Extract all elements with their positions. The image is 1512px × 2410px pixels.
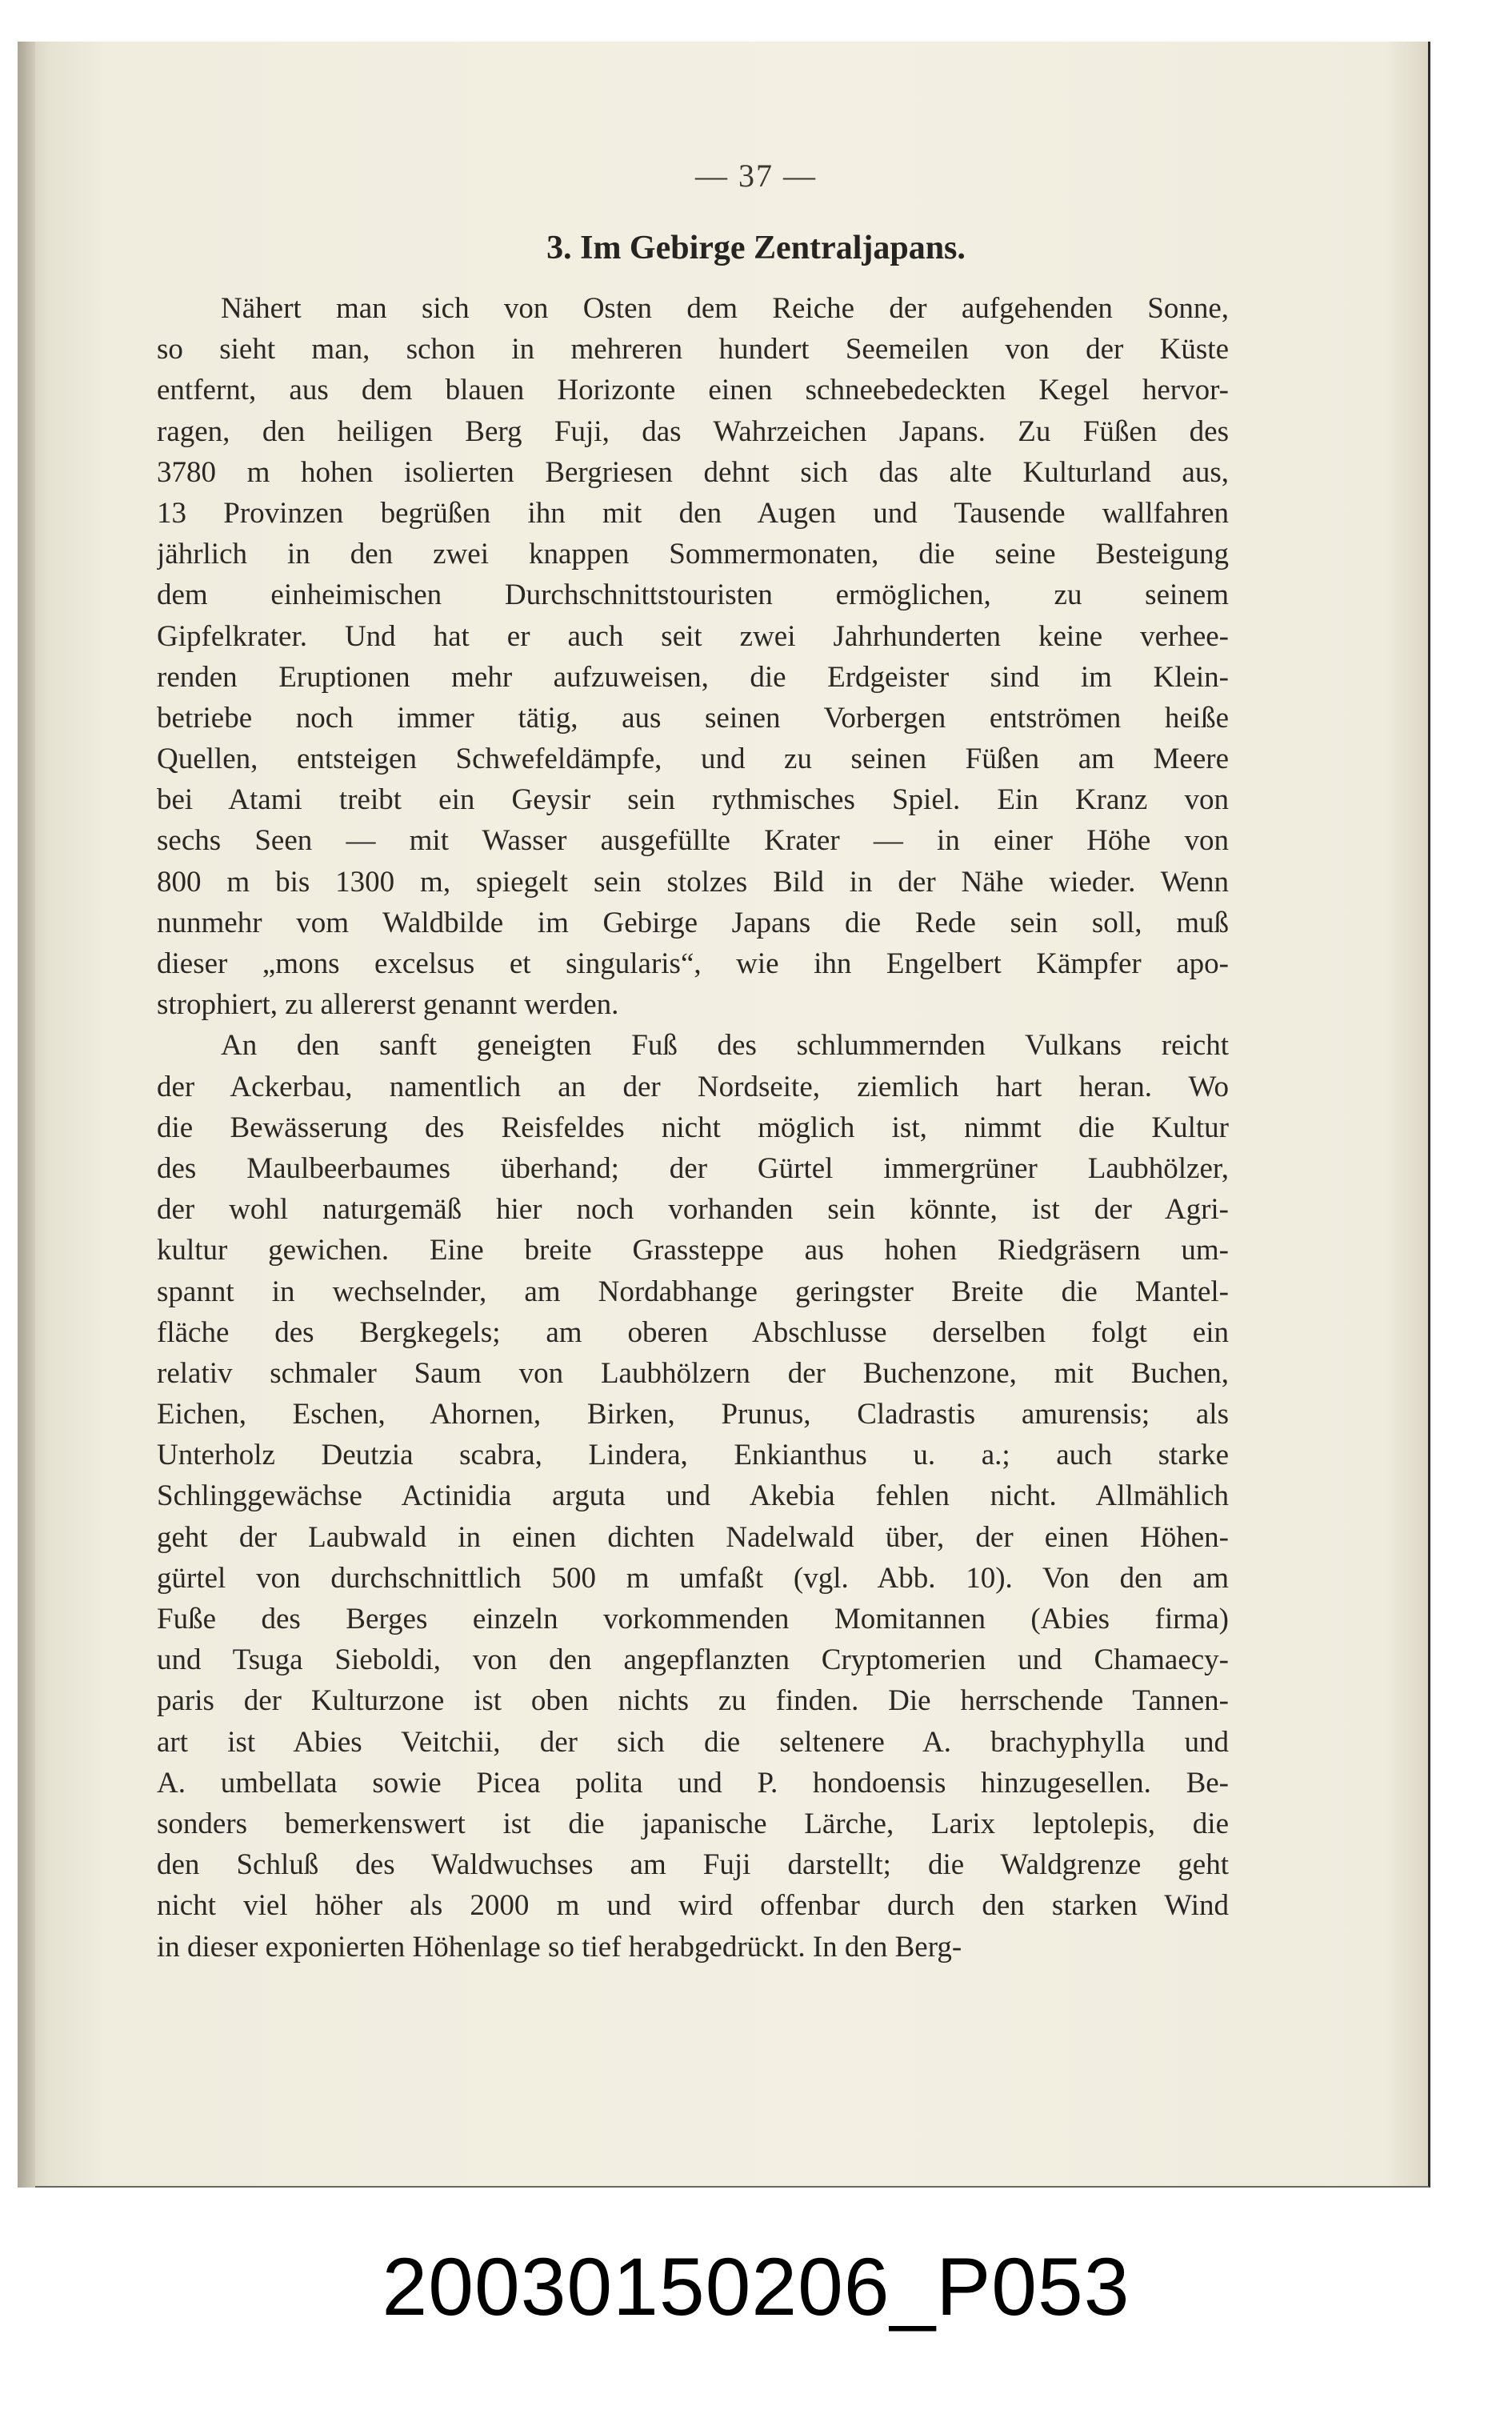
- text-line: den Schluß des Waldwuchses am Fuji darstellt; die Waldgrenze geht: [157, 1848, 1229, 1882]
- text-line: und Tsuga Sieboldi, von den angepflanzten Cryptomerien und Chamaecy-: [157, 1643, 1229, 1677]
- text-line: Fuße des Berges einzeln vorkommenden Momitannen (Abies firma): [157, 1603, 1229, 1635]
- text-line: kultur gewichen. Eine breite Grassteppe aus hohen Riedgräsern um-: [157, 1234, 1229, 1267]
- text-line: nicht viel höher als 2000 m und wird offenbar durch den starken Wind: [157, 1889, 1229, 1923]
- text-line: Eichen, Eschen, Ahornen, Birken, Prunus, Cladrastis amurensis; als: [157, 1398, 1229, 1431]
- page-number: — 37 —: [695, 158, 817, 194]
- text-line: Nähert man sich von Osten dem Reiche der aufgehenden Sonne,: [221, 292, 1229, 325]
- text-line: fläche des Bergkegels; am oberen Abschlusse derselben folgt ein: [157, 1315, 1229, 1349]
- section-heading: 3. Im Gebirge Zentraljapans.: [546, 230, 966, 266]
- paragraph: [157, 288, 1229, 1025]
- text-line: spannt in wechselnder, am Nordabhange geringster Breite die Mantel-: [157, 1275, 1229, 1308]
- text-line: A. umbellata sowie Picea polita und P. hondoensis hinzugesellen. Be-: [157, 1766, 1229, 1799]
- text-line: der Ackerbau, namentlich an der Nordseite, ziemlich hart heran. Wo: [157, 1070, 1229, 1103]
- text-line: dem einheimischen Durchschnittstouristen ermöglichen, zu seinem: [157, 578, 1229, 612]
- text-line: art ist Abies Veitchii, der sich die seltenere A. brachyphylla und: [157, 1725, 1229, 1759]
- text-line: 13 Provinzen begrüßen ihn mit den Augen und Tausende wallfahren: [157, 496, 1229, 530]
- text-line: renden Eruptionen mehr aufzuweisen, die Erdgeister sind im Klein-: [157, 660, 1229, 694]
- text-line: der wohl naturgemäß hier noch vorhanden sein könnte, ist der Agri-: [157, 1193, 1229, 1227]
- text-line: so sieht man, schon in mehreren hundert Seemeilen von der Küste: [157, 333, 1229, 366]
- text-line: bei Atami treibt ein Geysir sein rythmisches Spiel. Ein Kranz von: [157, 783, 1229, 817]
- body-text: [157, 288, 1229, 1968]
- text-line: Quellen, entsteigen Schwefeldämpfe, und zu seinen Füßen am Meere: [157, 743, 1229, 776]
- text-line: paris der Kulturzone ist oben nichts zu finden. Die herrschende Tannen-: [157, 1684, 1229, 1718]
- text-line: strophiert, zu allererst genannt werden.: [157, 988, 619, 1022]
- text-line: die Bewässerung des Reisfeldes nicht möglich ist, nimmt die Kultur: [157, 1111, 1229, 1144]
- text-line: gürtel von durchschnittlich 500 m umfaßt (vgl. Abb. 10). Von den am: [157, 1561, 1229, 1595]
- paragraph: [157, 1025, 1229, 1967]
- text-line: betriebe noch immer tätig, aus seinen Vorbergen entströmen heiße: [157, 701, 1229, 735]
- page-gutter-shadow: [18, 42, 35, 2188]
- text-line: nunmehr vom Waldbilde im Gebirge Japans die Rede sein soll, muß: [157, 906, 1229, 939]
- text-line: relativ schmaler Saum von Laubhölzern der Buchenzone, mit Buchen,: [157, 1356, 1229, 1390]
- text-line: ragen, den heiligen Berg Fuji, das Wahrzeichen Japans. Zu Füßen des: [157, 414, 1229, 448]
- text-line: des Maulbeerbaumes überhand; der Gürtel immergrüner Laubhölzer,: [157, 1151, 1229, 1185]
- text-line: Gipfelkrater. Und hat er auch seit zwei Jahrhunderten keine verhee-: [157, 619, 1229, 653]
- text-line: entfernt, aus dem blauen Horizonte einen schneebedeckten Kegel hervor-: [157, 374, 1229, 407]
- text-line: dieser „mons excelsus et singularis“, wie ihn Engelbert Kämpfer apo-: [157, 947, 1229, 980]
- text-line: in dieser exponierten Höhenlage so tief herabgedrückt. In den Berg-: [157, 1930, 962, 1964]
- text-line: An den sanft geneigten Fuß des schlummernden Vulkans reicht: [221, 1029, 1229, 1063]
- text-line: Unterholz Deutzia scabra, Lindera, Enkianthus u. a.; auch starke: [157, 1439, 1229, 1472]
- text-line: jährlich in den zwei knappen Sommermonaten, die seine Besteigung: [157, 538, 1229, 571]
- text-line: 800 m bis 1300 m, spiegelt sein stolzes Bild in der Nähe wieder. Wenn: [157, 865, 1229, 899]
- text-line: sechs Seen — mit Wasser ausgefüllte Krater — in einer Höhe von: [157, 824, 1229, 858]
- text-line: Schlinggewächse Actinidia arguta und Akebia fehlen nicht. Allmählich: [157, 1479, 1229, 1513]
- image-id-caption: 20030150206_P053: [382, 2241, 1130, 2332]
- text-line: geht der Laubwald in einen dichten Nadelwald über, der einen Höhen-: [157, 1520, 1229, 1554]
- text-line: sonders bemerkenswert ist die japanische Lärche, Larix leptolepis, die: [157, 1807, 1229, 1840]
- text-line: 3780 m hohen isolierten Bergriesen dehnt sich das alte Kulturland aus,: [157, 455, 1229, 489]
